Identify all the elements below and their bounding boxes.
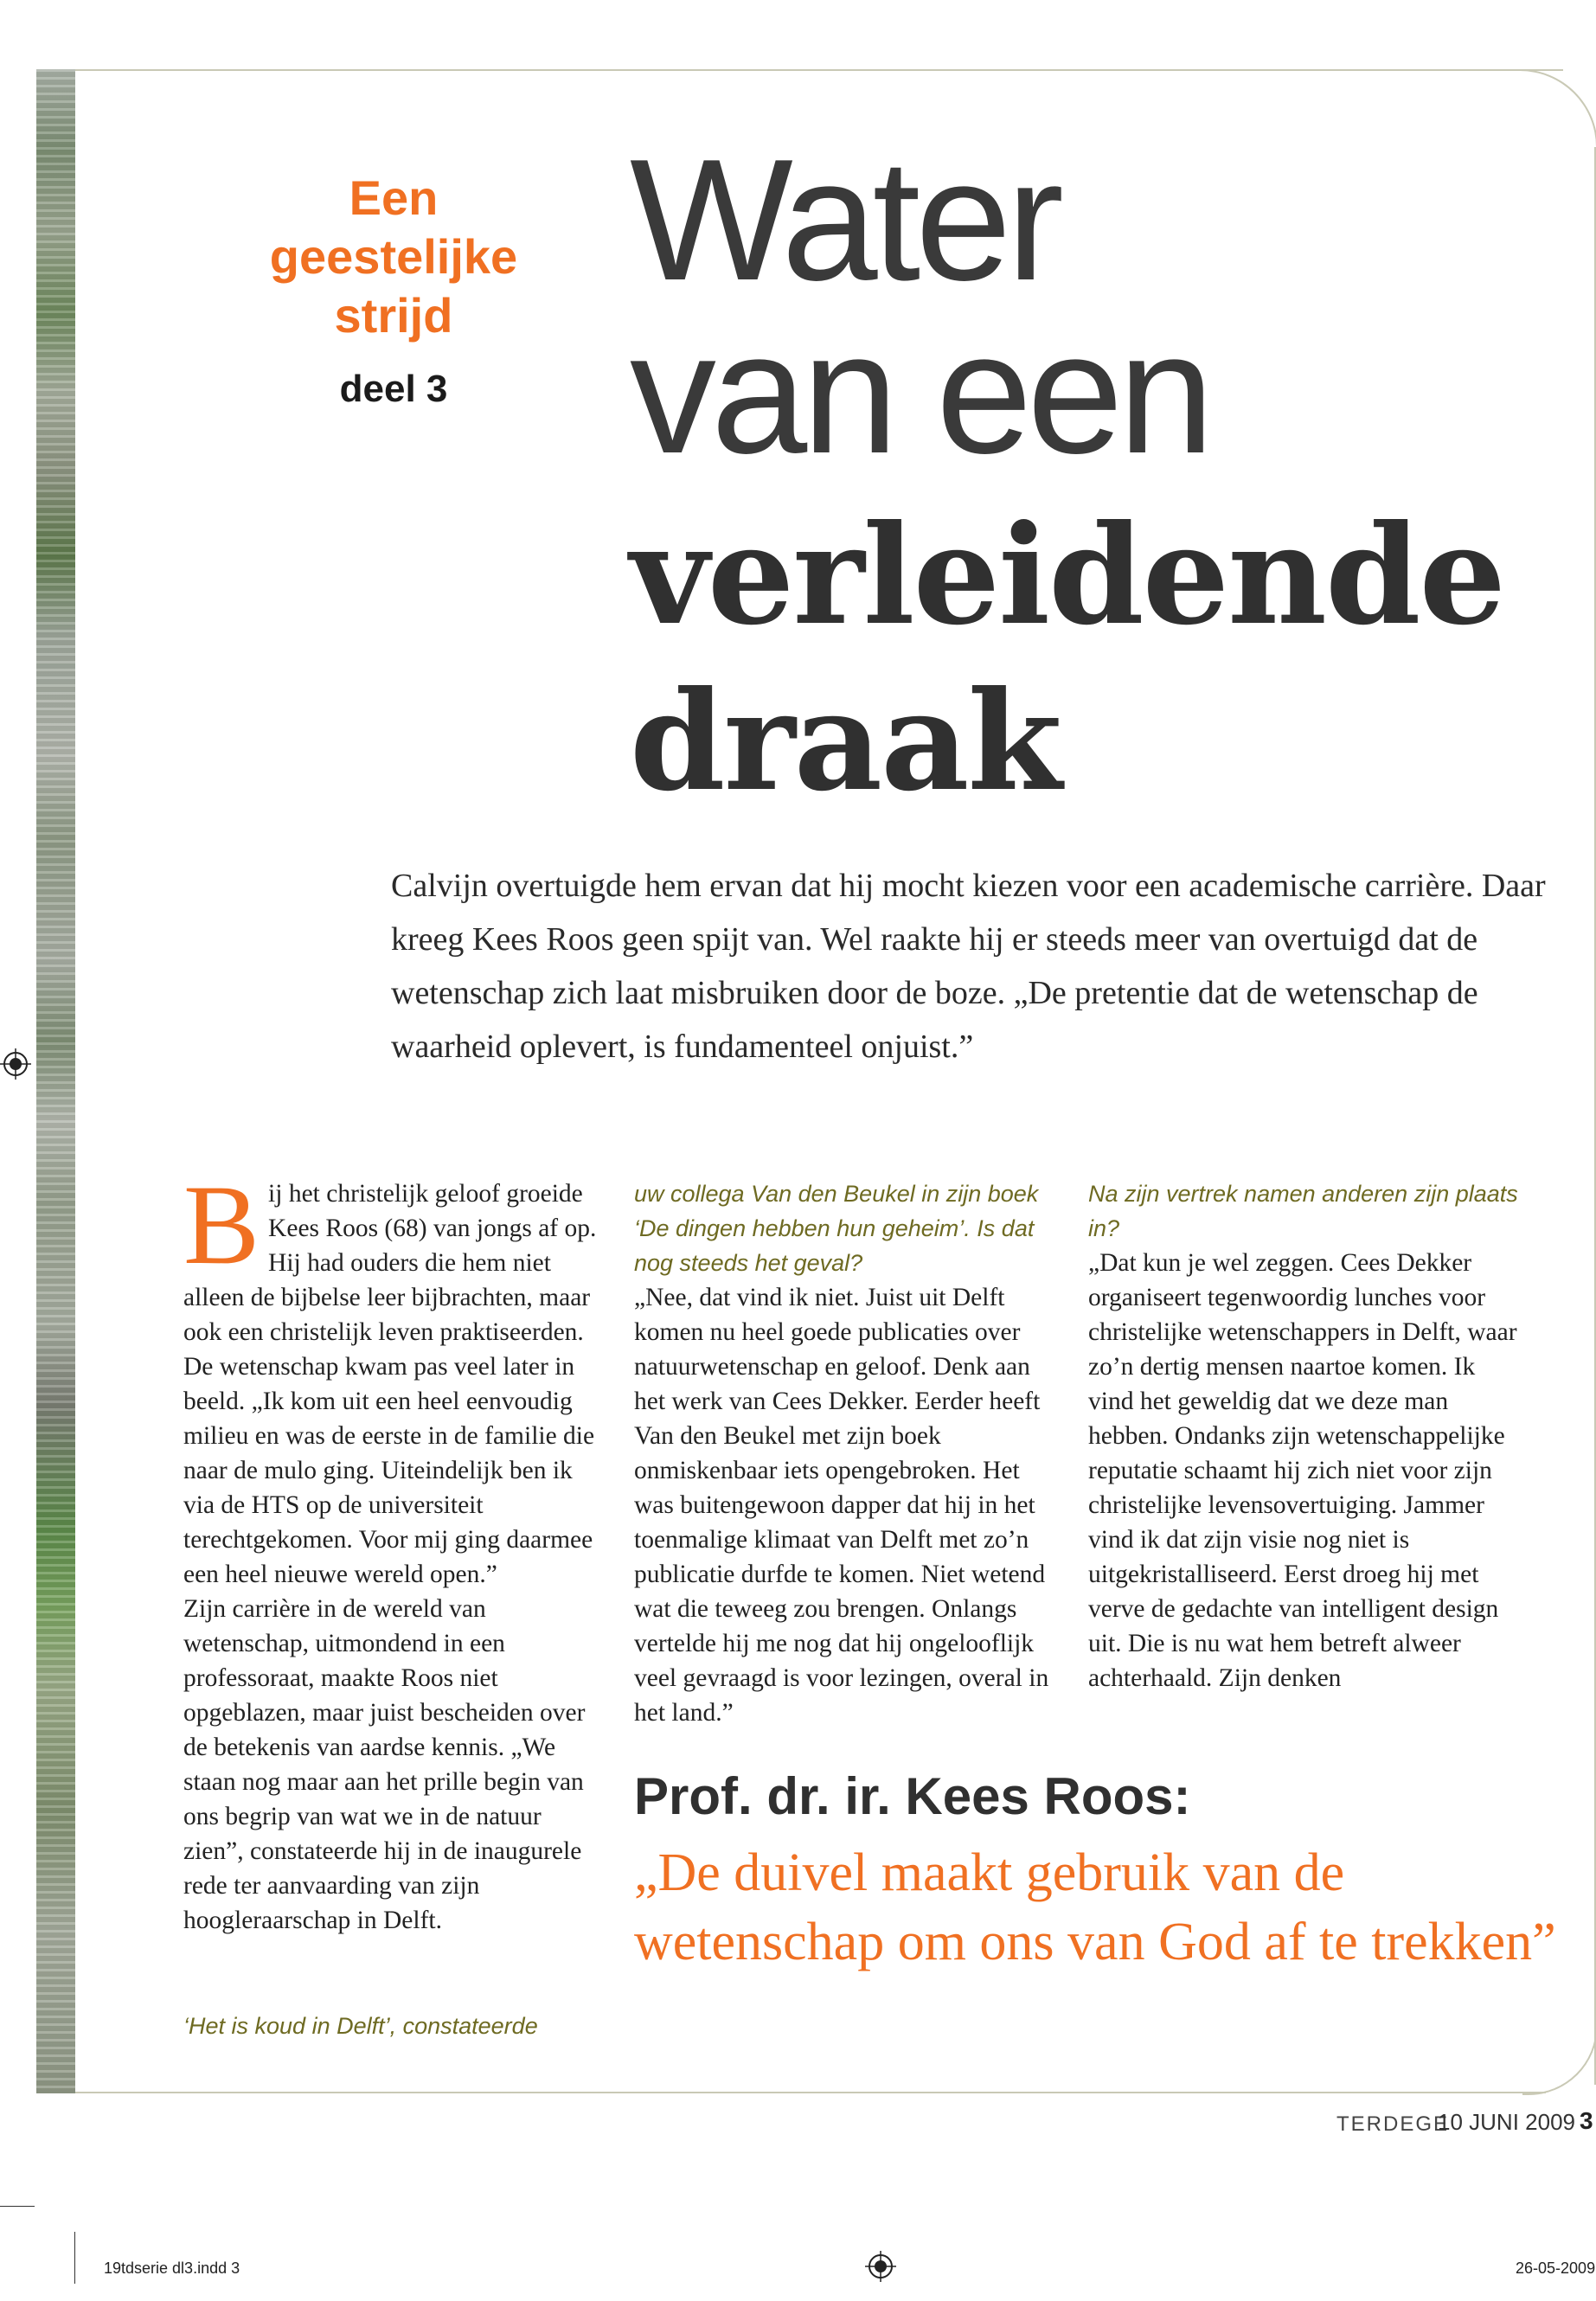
interview-question: Na zijn vertrek namen anderen zijn plaats in?	[1088, 1181, 1518, 1241]
opening-paragraph	[183, 1161, 607, 1592]
registration-mark-icon	[865, 2251, 896, 2282]
headline-bold	[630, 493, 1581, 825]
interview-question: ‘Het is koud in Delft’, constateerde	[183, 2013, 538, 2039]
paragraph-text: ij het christelijk geloof groeide Kees Roos (68) van jongs af op. Hij had ouders die hem niet alleen de bijbelse leer bijbrachten, maar ook een christelijk leven praktiseerden. De wetenschap kwam pas veel later in beeld. „Ik kom uit een heel eenvoudig milieu en was de eerste in de familie die naar de mulo ging. Uiteindelijk ben ik via de HTS op de universiteit terechtgekomen. Voor mij ging daarmee een heel nieuwe wereld open.”	[183, 1180, 597, 1588]
frame-corner-bottom-right	[1522, 2024, 1596, 2095]
article-column-3	[1088, 1176, 1521, 1695]
interview-answer: „Dat kun je wel zeggen. Cees Dekker organiseert tegenwoordig lunches voor christelijke wetenschappers in Delft, waar zo’n dertig mensen naartoe komen. Ik vind het geweldig dat we deze man hebben. Ondanks zijn wetenschappelijke reputatie schaamt hij zich niet voor zijn christelijke levensovertuiging. Jammer vind ik dat zijn visie nog niet is uitgekristalliseerd. Eerst droeg hij met verve de gedachte van intelligent design uit. Die is nu wat hem betreft alweer achterhaald. Zijn denken	[1088, 1249, 1517, 1692]
series-kicker: Een geestelijke strijd	[269, 170, 518, 343]
interview-question: uw collega Van den Beukel in zijn boek ‘De dingen hebben hun geheim’. Is dat nog steeds het geval?	[634, 1181, 1039, 1276]
headline-line-3: verleidende	[630, 496, 1505, 656]
frame-line-top	[75, 69, 1563, 71]
decorative-photo-strip	[36, 69, 75, 2093]
print-slug-filename: 19tdserie dl3.indd 3	[104, 2259, 240, 2277]
paragraph-text: Zijn carrière in de wereld van wetenschap, uitmondend in een professoraat, maakte Roos niet opgeblazen, maar juist bescheiden over de betekenis van aardse kennis. „We staan nog maar aan het prille begin van ons begrip van wat we in de natuur zien”, constateerde hij in de inaugurele rede ter aanvaarding van zijn hoogleraarschap in Delft.	[183, 1595, 586, 1934]
issue-date: 10 JUNI 2009	[1438, 2109, 1575, 2135]
registration-mark-icon	[0, 1048, 31, 1080]
headline-light	[630, 124, 1581, 490]
magazine-name: TERDEGE	[1336, 2112, 1450, 2136]
page-number: 3	[1580, 2107, 1593, 2134]
article-column-1	[183, 1161, 607, 1938]
print-slug-date: 26-05-2009	[1516, 2259, 1596, 2277]
crop-mark	[0, 2206, 35, 2207]
interview-answer: „Nee, dat vind ik niet. Juist uit Delft komen nu heel goede publicaties over natuurwetenschap en geloof. Denk aan het werk van Cees Dekker. Eerder heeft Van den Beukel met zijn boek onmiskenbaar iets opengebroken. Het was buitengewoon dapper dat hij in het toenmalige klimaat van Delft met zo’n publicatie durfde te komen. Niet wetend wat die teweeg zou brengen. Onlangs vertelde hij me nog dat hij ongelooflijk veel gevraagd is voor lezingen, overal in het land.”	[634, 1284, 1049, 1727]
headline-line-1: Water	[630, 124, 1059, 317]
lead-paragraph: Calvijn overtuigde hem ervan dat hij mocht kiezen voor een academische carrière. Daar kreeg Kees Roos geen spijt van. Wel raakte hij er steeds meer van overtuigd dat de wetenschap zich laat misbruiken door de boze. „De pretentie dat de wetenschap de waarheid oplevert, is fundamenteel onjuist.”	[391, 868, 1546, 1065]
article-column-2	[634, 1176, 1058, 1730]
headline-line-2: van een	[630, 297, 1209, 490]
pull-quote: „De duivel maakt gebruik van de wetenschap om ons van God af te trekken”	[634, 1843, 1556, 1971]
headline-line-4: draak	[630, 662, 1061, 822]
frame-line-bottom	[75, 2092, 1546, 2093]
series-part: deel 3	[339, 368, 448, 410]
crop-mark	[74, 2232, 75, 2284]
drop-cap: B	[183, 1161, 260, 1288]
quote-attribution: Prof. dr. ir. Kees Roos:	[634, 1767, 1191, 1825]
